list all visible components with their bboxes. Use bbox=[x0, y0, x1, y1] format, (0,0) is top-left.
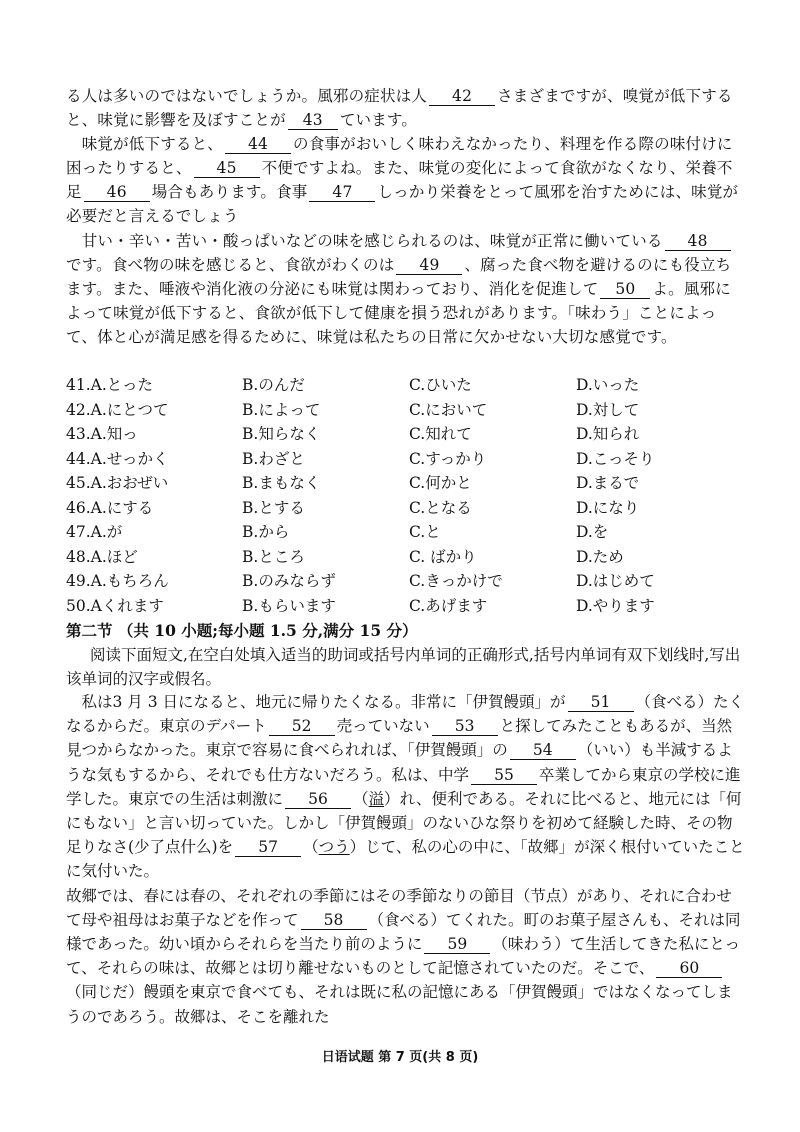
text-span: さまざまですが、嗅覚が低下すると、味覚に影響を及ぼすことが bbox=[66, 87, 733, 129]
section-heading: 第二节 （共 10 小题;每小题 1.5 分,满分 15 分） bbox=[66, 621, 418, 640]
blank-50: 50 bbox=[600, 280, 650, 299]
blank-44: 44 bbox=[225, 135, 291, 154]
blank-56: 56 bbox=[285, 790, 351, 809]
option-a: 50.Aくれます bbox=[66, 596, 164, 615]
option-d: D.対して bbox=[576, 400, 640, 419]
option-d: D.こっそり bbox=[576, 449, 655, 468]
text-span: る人は多いのではないでしょうか。風邪の症状は人 bbox=[66, 87, 428, 105]
option-row-41 bbox=[66, 372, 746, 397]
blank-51: 51 bbox=[568, 693, 634, 712]
section-instruction: 阅读下面短文,在空白处填入适当的助词或括号内单词的正确形式,括号内单词有双下划线时,写出该单词的汉字或假名。 bbox=[66, 646, 741, 688]
text-span: 味覚が低下すると、 bbox=[81, 135, 224, 153]
option-c: C.において bbox=[409, 400, 488, 419]
blank-48: 48 bbox=[665, 232, 731, 251]
text-span: 私は3 月 3 日になると、地元に帰りたくなる。非常に「伊賀饅頭」が bbox=[81, 693, 566, 711]
text-span: （同じだ）饅頭を東京で食べても、それは既に私の記憶にある「伊賀饅頭」ではなくなってしまうのであろう。故郷は、そこを離れた bbox=[66, 983, 733, 1026]
passage-paragraph-2 bbox=[66, 132, 746, 228]
option-b: B.もらいます bbox=[242, 596, 336, 615]
passage-paragraph-3 bbox=[66, 229, 746, 349]
option-row-47 bbox=[66, 519, 746, 544]
option-a: 42.A.にとつて bbox=[66, 400, 169, 419]
option-c: C.知れて bbox=[409, 425, 472, 444]
blank-45: 45 bbox=[194, 159, 260, 178]
text-span: 場合もあります。食事 bbox=[151, 183, 308, 201]
option-b: B.ところ bbox=[242, 547, 305, 566]
text-span: （食べる）たくなるからだ。東京のデパート bbox=[66, 693, 745, 736]
option-row-44 bbox=[66, 446, 746, 471]
option-d: D.やります bbox=[576, 596, 655, 615]
blank-54: 54 bbox=[510, 741, 576, 760]
blank-47: 47 bbox=[309, 183, 375, 202]
option-b: B.から bbox=[242, 523, 290, 542]
option-b: B.知らなく bbox=[242, 425, 321, 444]
option-c: C. ばかり bbox=[409, 547, 477, 566]
option-row-48 bbox=[66, 544, 746, 569]
option-a: 49.A.もちろん bbox=[66, 572, 169, 591]
option-c: C.あげます bbox=[409, 596, 488, 615]
text-span: しっかり栄養をとって風邪を治すためには、味覚が必要だと言えるでしょう bbox=[66, 183, 739, 225]
blank-58: 58 bbox=[301, 911, 367, 930]
option-a: 45.A.おおぜい bbox=[66, 474, 169, 493]
text-span: 売っていない bbox=[336, 717, 430, 736]
blank-43: 43 bbox=[288, 111, 338, 130]
passage-paragraph-1 bbox=[66, 84, 746, 132]
text-span: 卒業してから東京の学校に進学した。東京での生活は刺激に bbox=[66, 765, 741, 808]
option-c: C.となる bbox=[409, 498, 472, 517]
option-a: 46.A.にする bbox=[66, 498, 154, 517]
option-b: B.によって bbox=[242, 400, 321, 419]
option-d: D.を bbox=[576, 523, 609, 542]
blank-55: 55 bbox=[471, 766, 537, 785]
blank-57: 57 bbox=[235, 838, 301, 857]
text-span: よ。風邪によって味覚が低下すると、食欲が低下して健康を損う恐れがあります。「味わう」ことによって、体と心が満足感を得るために、味覚は私たちの日常に欠かせない大切な感覚です。 bbox=[66, 280, 731, 346]
option-row-50 bbox=[66, 593, 746, 618]
option-c: C.何かと bbox=[409, 474, 472, 493]
option-d: D.知られ bbox=[576, 425, 640, 444]
blank-59: 59 bbox=[424, 935, 490, 954]
option-a: 44.A.せっかく bbox=[66, 449, 169, 468]
choice-options bbox=[66, 372, 746, 617]
option-b: B.のみならず bbox=[242, 572, 336, 591]
text-span: （食べる）てくれた。町のお菓子屋さんも、それは同様であった。幼い頃からそれらを当たり前のように bbox=[66, 910, 741, 954]
text-span: じて、私の心の中に、「故郷」が深く根付いていたことに気付いた。 bbox=[66, 838, 745, 881]
blank-53: 53 bbox=[432, 717, 498, 736]
option-a: 43.A.知っ bbox=[66, 425, 138, 444]
text-span: の食事がおいしく味わえなかったり、料理を作る際の味付けに困ったりすると、 bbox=[66, 135, 733, 177]
underlined-word-57: つう bbox=[318, 838, 350, 857]
option-c: C.と bbox=[409, 523, 441, 542]
text-span: （味わう）て生活してきた私にとって、それらの味は、故郷とは切り離せないものとして記憶されていたのだ。そこで、 bbox=[66, 935, 741, 978]
option-b: B.のんだ bbox=[242, 376, 305, 395]
option-b: B.とする bbox=[242, 498, 305, 517]
page-footer: 日语试题 第 7 页(共 8 页) bbox=[321, 1050, 479, 1065]
option-c: C.すっかり bbox=[409, 449, 487, 468]
option-a: 47.A.が bbox=[66, 523, 123, 542]
underlined-word-56: 溢 bbox=[368, 789, 385, 808]
option-row-42 bbox=[66, 397, 746, 422]
option-b: B.まもなく bbox=[242, 474, 321, 493]
option-c: C.ひいた bbox=[409, 376, 472, 395]
option-row-49 bbox=[66, 568, 746, 593]
text-span: と探してみたこともあるが、当然見つからなかった。東京で容易に食べられれば、「伊賀饅頭」の bbox=[66, 717, 733, 760]
text-span: 不便ですよね。また、味覚の変化によって食欲がなくなり、栄養不足 bbox=[66, 159, 733, 201]
blank-52: 52 bbox=[269, 717, 335, 736]
text-span: 故郷では、春には春の、それぞれの季節にはその季節なりの節目（节点）があり、それに合わせて母や祖母はお菓子などを作って bbox=[66, 886, 732, 929]
option-a: 41.A.とった bbox=[66, 376, 153, 395]
text-span: れ、便利である。それに比べると、地元には「何にもない」と言い切っていた。しかし「伊賀饅頭」のないひな祭りを初めて経験した時、その物足りなさ(少了点什么)を bbox=[66, 789, 742, 857]
option-d: D.ため bbox=[576, 547, 624, 566]
text-span: 甘い・辛い・苦い・酸っぱいなどの味を感じられるのは、味覚が正常に働いている bbox=[81, 232, 663, 250]
blank-60: 60 bbox=[656, 959, 722, 978]
option-c: C.きっかけで bbox=[409, 572, 503, 591]
option-d: D.いった bbox=[576, 376, 640, 395]
blank-46: 46 bbox=[84, 183, 150, 202]
text-span: 、腐った食べ物を避けるのにも役立ちます。また、唾液や消化液の分泌にも味覚は関わっており、消化を促進して bbox=[66, 256, 732, 298]
option-row-45 bbox=[66, 470, 746, 495]
option-b: B.わざと bbox=[242, 449, 305, 468]
text-span: ています。 bbox=[339, 111, 418, 129]
text-span: （いい）も半減するような気もするから、それでも仕方ないだろう。私は、中学 bbox=[66, 741, 733, 784]
option-d: D.はじめて bbox=[576, 572, 655, 591]
option-d: D.になり bbox=[576, 498, 640, 517]
passage-2: 私は3 月 3 日になると、地元に帰りたくなる。非常に「伊賀饅頭」が 51 （食べる）たくなるからだ。東京のデパート 52 売っていない 53 と探してみたこともあるが、当然見つからなかった。東京で容易に食べられれば、「伊賀饅頭」の 54 （いい）も半減するような気もするから、それでも仕方ないだろう。私は、中学 55 卒業してから東京の学校に進学した。東京での生活は刺激に 56 （溢）れ、便利である。それに比べると、地元には「何にもない」と言い切っていた。しかし「伊賀饅頭」のないひな祭りを初めて経験した時、その物足りなさ(少了点什么)を 57 （つう）じて、私の心の中に、「故郷」が深く根付いていたことに気付いた。 故郷では、春には春の、それぞれの季節にはその季節なりの節目（节点）があり、それに合わせて母や祖母はお菓子などを作って 58 （食べる）てくれた。町のお菓子屋さんも、それは同様であった。幼い頃からそれらを当たり前のように 59 （味わう）て生活してきた私にとって、それらの味は、故郷とは切り離せないものとして記憶されていたのだ。そこで、 60（同じだ）饅頭を東京で食べても、それは既に私の記憶にある「伊賀饅頭」ではなくなってしまうのであろう。故郷は、そこを離れた bbox=[66, 693, 745, 1026]
option-row-43 bbox=[66, 421, 746, 446]
option-d: D.まるで bbox=[576, 474, 640, 493]
blank-42: 42 bbox=[429, 87, 495, 106]
blank-49: 49 bbox=[396, 256, 462, 275]
text-span: です。食べ物の味を感じると、食欲がわくのは bbox=[66, 256, 395, 274]
option-a: 48.A.ほど bbox=[66, 547, 138, 566]
option-row-46 bbox=[66, 495, 746, 520]
